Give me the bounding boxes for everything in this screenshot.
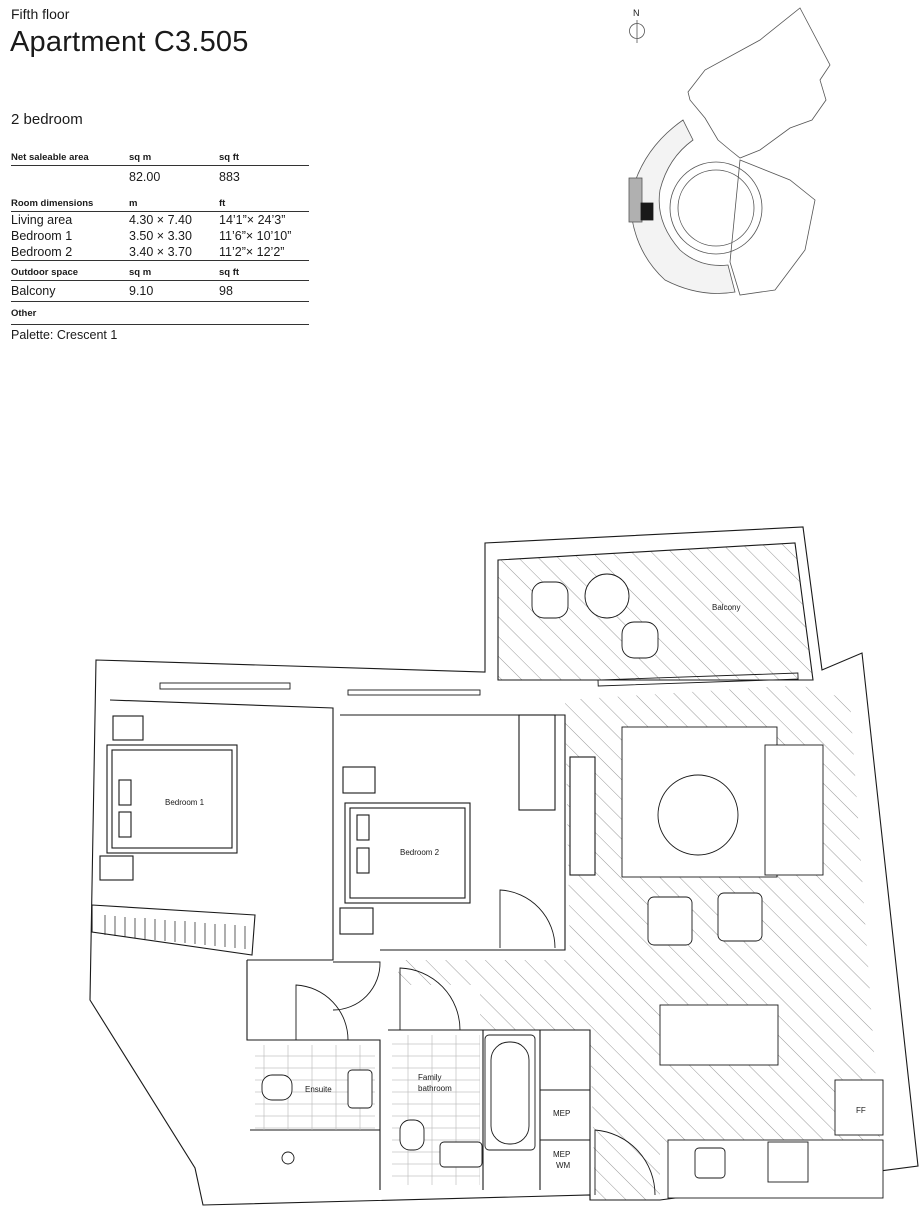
floor-plan xyxy=(90,527,918,1205)
room-name: Living area xyxy=(11,213,73,227)
room-metric: 3.40 × 3.70 xyxy=(129,245,192,259)
bedroom1-label: Bedroom 1 xyxy=(165,798,205,807)
room-imperial: 14’1”× 24’3” xyxy=(219,213,286,227)
nightstand xyxy=(113,716,143,740)
hob-icon xyxy=(768,1142,808,1182)
net-area-unit-imperial: sq ft xyxy=(219,151,240,163)
room-imperial: 11’2”× 12’2” xyxy=(219,245,285,259)
apartment-title: Apartment C3.505 xyxy=(10,26,249,58)
armchair-icon xyxy=(648,897,692,945)
bathroom-label-line1: Family xyxy=(418,1073,442,1082)
bedroom2-door xyxy=(500,890,555,948)
basin-icon xyxy=(348,1070,372,1108)
outdoor-name: Balcony xyxy=(11,284,56,298)
room-dimensions-heading: Room dimensions xyxy=(11,197,94,209)
mep-wm-label-line1: MEP xyxy=(553,1150,571,1159)
net-area-heading: Net saleable area xyxy=(11,151,89,163)
armchair-icon xyxy=(718,893,762,941)
bedroom1-door xyxy=(333,962,380,1010)
outdoor-metric: 9.10 xyxy=(129,284,154,298)
balcony-label: Balcony xyxy=(712,603,741,612)
balcony-chair-icon xyxy=(622,622,658,658)
room-name: Bedroom 1 xyxy=(11,229,73,243)
toilet-icon xyxy=(262,1075,292,1100)
room-imperial: 11’6”× 10’10” xyxy=(219,229,292,243)
outdoor-unit-imperial: sq ft xyxy=(219,266,240,278)
mep-wm-label-line2: WM xyxy=(556,1161,571,1170)
sofa xyxy=(765,745,823,875)
fridge-label: FF xyxy=(856,1106,866,1115)
wardrobe2 xyxy=(519,715,555,810)
room-metric: 4.30 × 7.40 xyxy=(129,213,192,227)
floor-label: Fifth floor xyxy=(11,6,70,22)
keyplan-apartment-highlight xyxy=(641,203,653,220)
palette-text: Palette: Crescent 1 xyxy=(11,328,118,342)
room-name: Bedroom 2 xyxy=(11,245,73,259)
mep-label: MEP xyxy=(553,1109,571,1118)
ensuite-label: Ensuite xyxy=(305,1085,332,1094)
outdoor-imperial: 98 xyxy=(219,284,233,298)
pillow xyxy=(119,780,131,805)
keyplan-block-outline xyxy=(688,8,830,158)
bedroom2-label: Bedroom 2 xyxy=(400,848,440,857)
nightstand xyxy=(340,908,373,934)
basin-icon xyxy=(440,1142,482,1167)
balcony-chair-icon xyxy=(532,582,568,618)
north-arrow-icon xyxy=(630,20,645,43)
net-area-imperial: 883 xyxy=(219,169,240,184)
pillow xyxy=(357,815,369,840)
ensuite-door xyxy=(296,985,348,1040)
net-area-metric: 82.00 xyxy=(129,169,161,184)
key-plan xyxy=(629,8,830,295)
other-heading: Other xyxy=(11,307,37,319)
outdoor-unit-metric: sq m xyxy=(129,266,152,278)
bathroom-label-line2: bathroom xyxy=(418,1084,452,1093)
living-shelf xyxy=(570,757,595,875)
bedroom2-furniture xyxy=(340,715,595,934)
net-area-unit-metric: sq m xyxy=(129,151,152,163)
keyplan-wing-units xyxy=(629,178,642,222)
room-dimensions-unit-imperial: ft xyxy=(219,197,226,209)
coffee-table xyxy=(658,775,738,855)
pillow xyxy=(119,812,131,837)
toilet-icon xyxy=(400,1120,424,1150)
room-dimensions-unit-metric: m xyxy=(129,197,138,209)
bedroom-count: 2 bedroom xyxy=(11,111,83,128)
room-metric: 3.50 × 3.30 xyxy=(129,229,192,243)
shower-drain-icon xyxy=(282,1152,294,1164)
kitchen-sink-icon xyxy=(695,1148,725,1178)
balcony-table xyxy=(585,574,629,618)
north-label: N xyxy=(633,8,640,18)
keyplan-wing xyxy=(730,160,815,295)
bedroom1-furniture xyxy=(92,716,255,955)
wardrobe1 xyxy=(92,905,255,955)
outdoor-heading: Outdoor space xyxy=(11,266,79,278)
nightstand xyxy=(343,767,375,793)
dining-table xyxy=(660,1005,778,1065)
nightstand xyxy=(100,856,133,880)
pillow xyxy=(357,848,369,873)
